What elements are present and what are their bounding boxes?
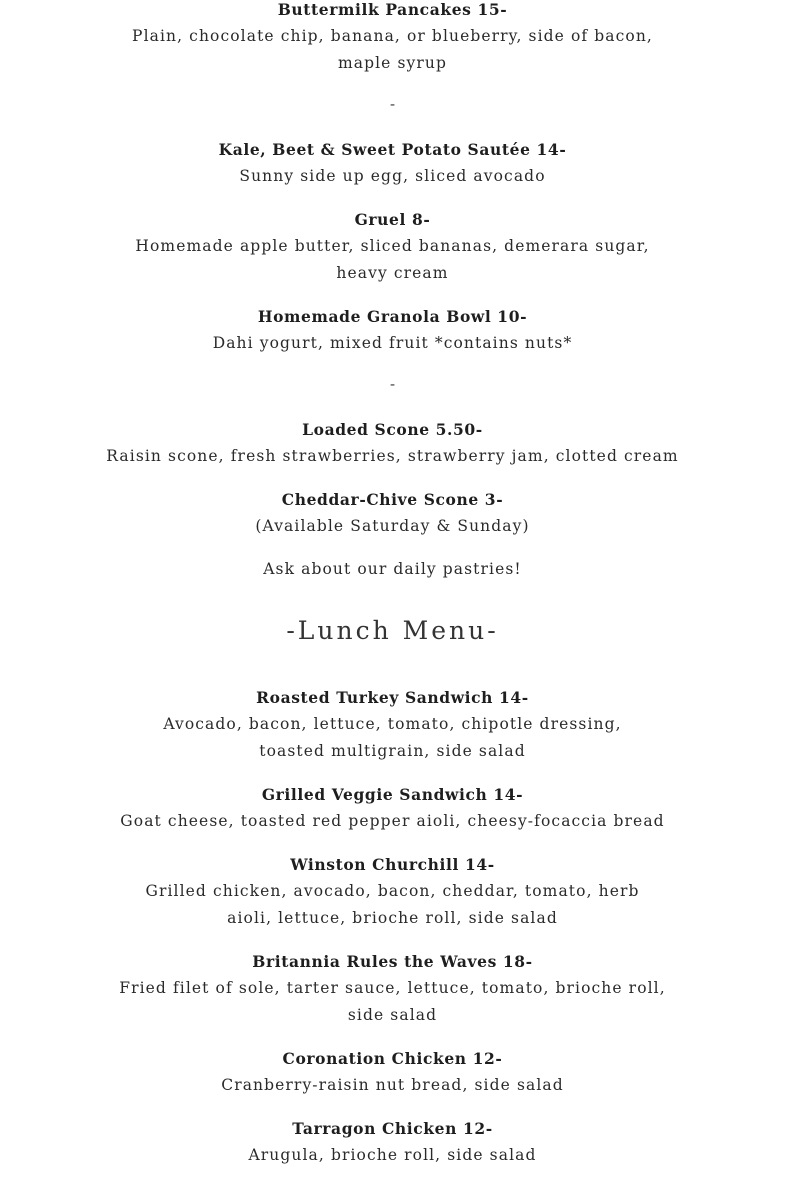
menu-item	[100, 684, 685, 765]
menu-item	[100, 781, 685, 835]
menu-item-name: Winston Churchill 14-	[290, 855, 495, 874]
section-separator: -	[389, 375, 396, 393]
lunch-menu-heading: -Lunch Menu-	[286, 616, 499, 645]
menu-item	[100, 206, 685, 287]
menu-item-name: Kale, Beet & Sweet Potato Sautée 14-	[218, 140, 567, 159]
pastry-note-text: Ask about our daily pastries!	[263, 560, 522, 578]
menu-item-name: Roasted Turkey Sandwich 14-	[256, 688, 529, 707]
menu-item	[100, 851, 685, 932]
menu-item-name: Homemade Granola Bowl 10-	[257, 307, 528, 326]
menu-item-name: Tarragon Chicken 12-	[292, 1119, 493, 1138]
menu-item	[100, 303, 685, 357]
menu-item-description: Arugula, brioche roll, side salad	[248, 1146, 537, 1164]
menu-item-name: Cheddar-Chive Scone 3-	[281, 490, 504, 509]
menu-item-description: Avocado, bacon, lettuce, tomato, chipotle dressing, toasted multigrain, side salad	[163, 715, 622, 760]
menu-item-name: Loaded Scone 5.50-	[302, 420, 483, 439]
menu-item-description: Fried filet of sole, tarter sauce, lettuce, tomato, brioche roll, side salad	[119, 979, 666, 1024]
menu-item-name: Gruel 8-	[354, 210, 431, 229]
menu-item	[100, 1115, 685, 1169]
menu-item-description: Dahi yogurt, mixed fruit *contains nuts*	[212, 334, 573, 352]
section-separator: -	[389, 95, 396, 113]
menu-item-description: Sunny side up egg, sliced avocado	[239, 167, 546, 185]
menu-item	[100, 486, 685, 540]
menu-item-name: Britannia Rules the Waves 18-	[252, 952, 533, 971]
menu-item-description: Grilled chicken, avocado, bacon, cheddar, tomato, herb aioli, lettuce, brioche roll, side salad	[145, 882, 640, 927]
menu-item	[100, 416, 685, 470]
menu-item-name: Grilled Veggie Sandwich 14-	[261, 785, 524, 804]
menu-item-name: Coronation Chicken 12-	[282, 1049, 503, 1068]
pastry-note	[100, 556, 685, 583]
menu-item-description: (Available Saturday & Sunday)	[255, 517, 530, 535]
menu-item-description: Cranberry-raisin nut bread, side salad	[221, 1076, 564, 1094]
menu-item-description: Goat cheese, toasted red pepper aioli, cheesy-focaccia bread	[120, 812, 665, 830]
menu-item	[100, 1045, 685, 1099]
menu-item	[100, 948, 685, 1029]
menu-item-description: Raisin scone, fresh strawberries, strawberry jam, clotted cream	[106, 447, 679, 465]
menu-item	[100, 136, 685, 190]
menu-item	[100, 0, 685, 77]
menu-item-description: Plain, chocolate chip, banana, or blueberry, side of bacon, maple syrup	[132, 27, 653, 72]
menu-item-description: Homemade apple butter, sliced bananas, demerara sugar, heavy cream	[135, 237, 650, 282]
menu-item-name: Buttermilk Pancakes 15-	[277, 0, 508, 19]
